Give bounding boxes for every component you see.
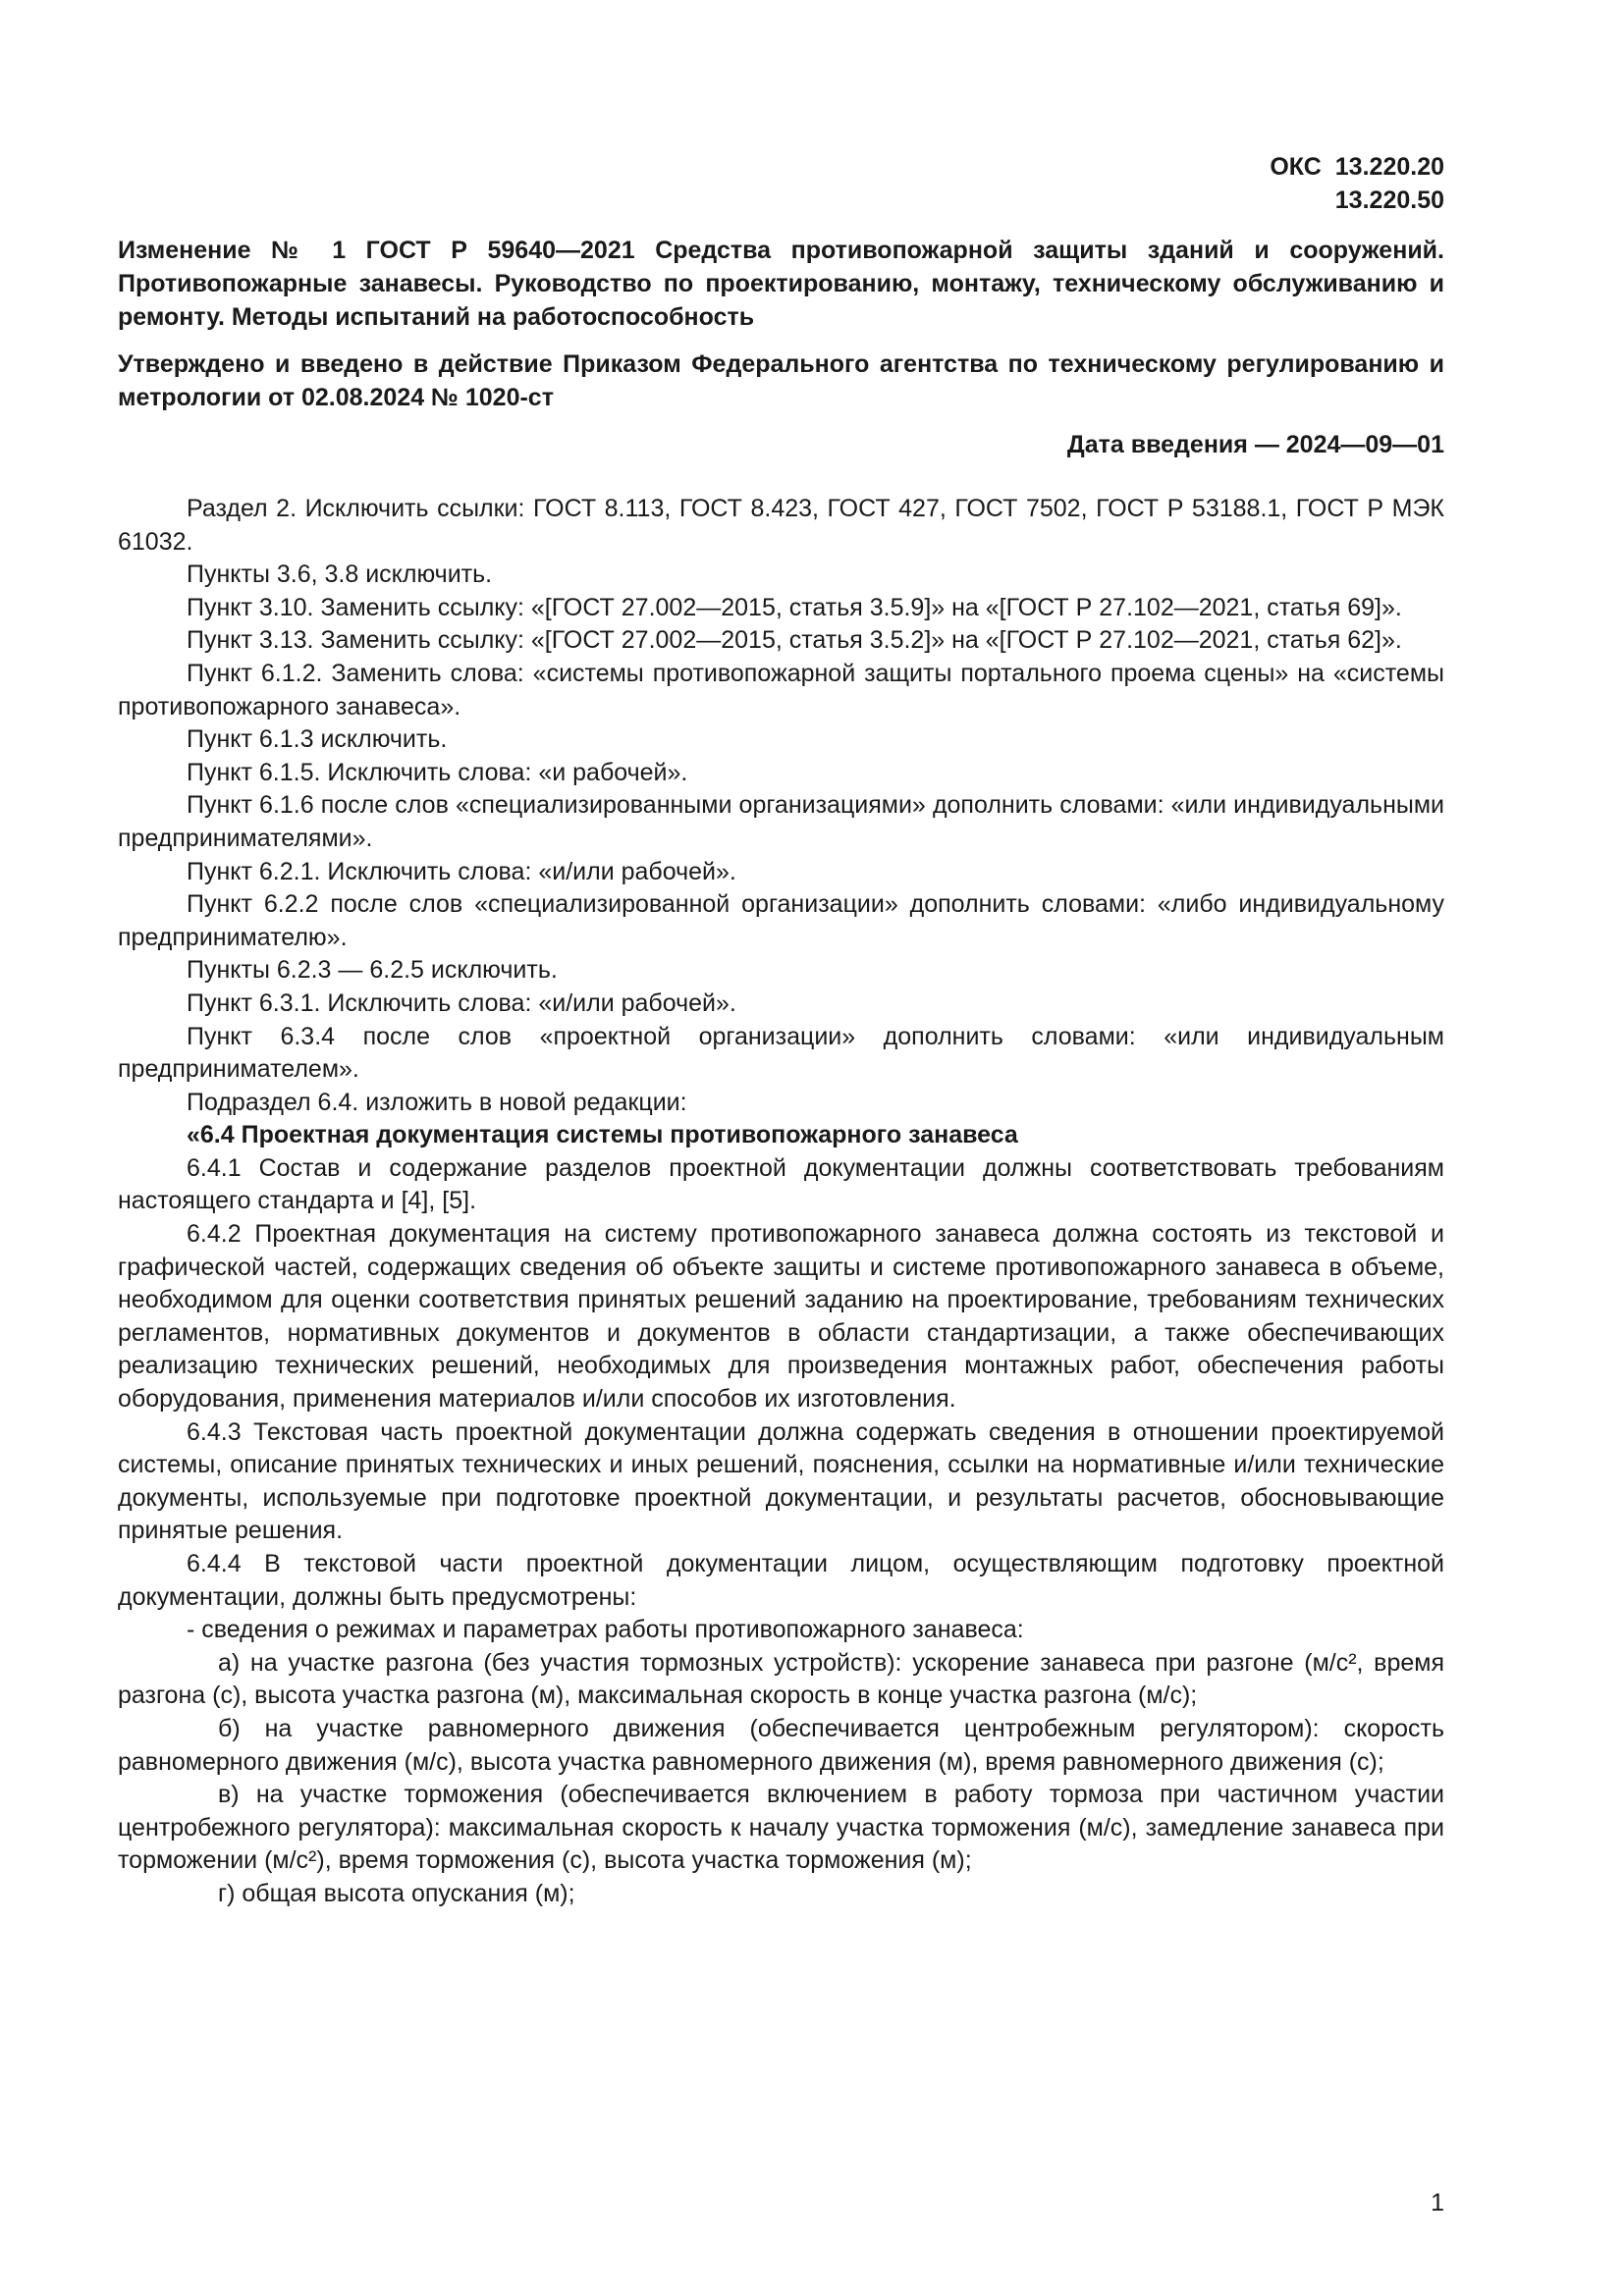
list-intro: - сведения о режимах и параметрах работы противопожарного занавеса: [187, 1616, 1024, 1644]
oks-code: 13.220.50 [1334, 187, 1444, 214]
amendment-body [118, 493, 1444, 1911]
paragraph: 6.4.1 Состав и содержание разделов проектной документации должны соответствовать требованиям настоящего стандарта и [4], [5]. [118, 1153, 1444, 1215]
paragraph: Подраздел 6.4. изложить в новой редакции: [187, 1088, 687, 1116]
paragraph: Пункт 6.2.1. Исключить слова: «и/или рабочей». [187, 857, 736, 885]
paragraph: Раздел 2. Исключить ссылки: ГОСТ 8.113, ГОСТ 8.423, ГОСТ 427, ГОСТ 7502, ГОСТ Р 53188.1, ГОСТ Р МЭК 61032. [118, 495, 1444, 556]
paragraph: 6.4.4 В текстовой части проектной документации лицом, осуществляющим подготовку проектной документации, должны быть предусмотрены: [118, 1550, 1444, 1611]
paragraph: Пункт 3.10. Заменить ссылку: «[ГОСТ 27.002—2015, статья 3.5.9]» на «[ГОСТ Р 27.102—2021, статья 69]». [187, 593, 1402, 621]
section-heading: «6.4 Проектная документация системы противопожарного занавеса [187, 1121, 1018, 1149]
paragraph: Пункт 6.2.2 после слов «специализированной организации» дополнить словами: «либо индивидуальному предпринимателю». [118, 890, 1444, 951]
list-item: а) на участке разгона (без участия тормозных устройств): ускорение занавеса при разгоне (м/с², время разгона (с), высота участка разгона (м), максимальная скорость в конце участка разгона (м/с); [118, 1648, 1444, 1710]
paragraph: 6.4.3 Текстовая часть проектной документации должна содержать сведения в отношении проектируемой системы, описание принятых технических и иных решений, пояснения, ссылки на нормативные и/или технические документы, используемые при подготовке проектной документации, и результаты расчетов, обосновывающие принятые решения. [118, 1417, 1444, 1545]
paragraph: Пункт 3.13. Заменить ссылку: «[ГОСТ 27.002—2015, статья 3.5.2]» на «[ГОСТ Р 27.102—2021, статья 62]». [187, 626, 1402, 655]
list-item: г) общая высота опускания (м); [218, 1879, 575, 1907]
list-item: в) на участке торможения (обеспечивается включением в работу тормоза при частичном участии центробежного регулятора): максимальная скорость к началу участка торможения (м/с), замедление занавеса при торможении (м/с²), время торможения (с), высота участка торможения (м); [118, 1781, 1444, 1875]
paragraph: Пункт 6.1.3 исключить. [187, 725, 448, 754]
paragraph: Пункт 6.1.5. Исключить слова: «и рабочей». [187, 758, 688, 786]
paragraph: Пункты 6.2.3 — 6.2.5 исключить. [187, 956, 558, 985]
paragraph: Пункт 6.3.4 после слов «проектной организации» дополнить словами: «или индивидуальным предпринимателем». [118, 1022, 1444, 1084]
paragraph: 6.4.2 Проектная документация на систему противопожарного занавеса должна состоять из текстовой и графической частей, содержащих сведения об объекте защиты и системе противопожарного занавеса в объеме, необходимом для оценки соответствия принятых решений заданию на проектирование, требованиям технических регламентов, нормативных документов и документов в области стандартизации, а также обеспечивающих реализацию технических решений, необходимых для произведения монтажных работ, обеспечения работы оборудования, применения материалов и/или способов их изготовления. [118, 1220, 1444, 1414]
paragraph: Пункт 6.3.1. Исключить слова: «и/или рабочей». [187, 988, 736, 1017]
oks-label: ОКС [1270, 153, 1322, 181]
oks-code: 13.220.20 [1334, 153, 1444, 181]
page-number: 1 [1431, 2189, 1444, 2216]
paragraph: Пункт 6.1.6 после слов «специализированными организациями» дополнить словами: «или индивидуальными предпринимателями». [118, 791, 1444, 852]
document-content [118, 234, 1444, 1911]
paragraph: Пункты 3.6, 3.8 исключить. [187, 561, 493, 589]
approval-statement: Утверждено и введено в действие Приказом Федерального агентства по техническому регулированию и метрологии от 02.08.2024 № 1020-ст [118, 350, 1444, 411]
effective-date: Дата введения — 2024—09—01 [1066, 431, 1444, 458]
list-item: б) на участке равномерного движения (обеспечивается центробежным регулятором): скорость равномерного движения (м/с), высота участка равномерного движения (м), время равномерного движения (с); [118, 1714, 1444, 1776]
amendment-title: Изменение № 1 ГОСТ Р 59640—2021 Средства противопожарной защиты зданий и сооружений. Противопожарные занавесы. Руководство по проектированию, монтажу, техническому обслуживанию и ремонту. Методы испытаний на работоспособность [118, 237, 1444, 331]
paragraph: Пункт 6.1.2. Заменить слова: «системы противопожарной защиты портального проема сцены» на «системы противопожарного занавеса». [118, 659, 1444, 721]
oks-classification [1270, 150, 1444, 217]
